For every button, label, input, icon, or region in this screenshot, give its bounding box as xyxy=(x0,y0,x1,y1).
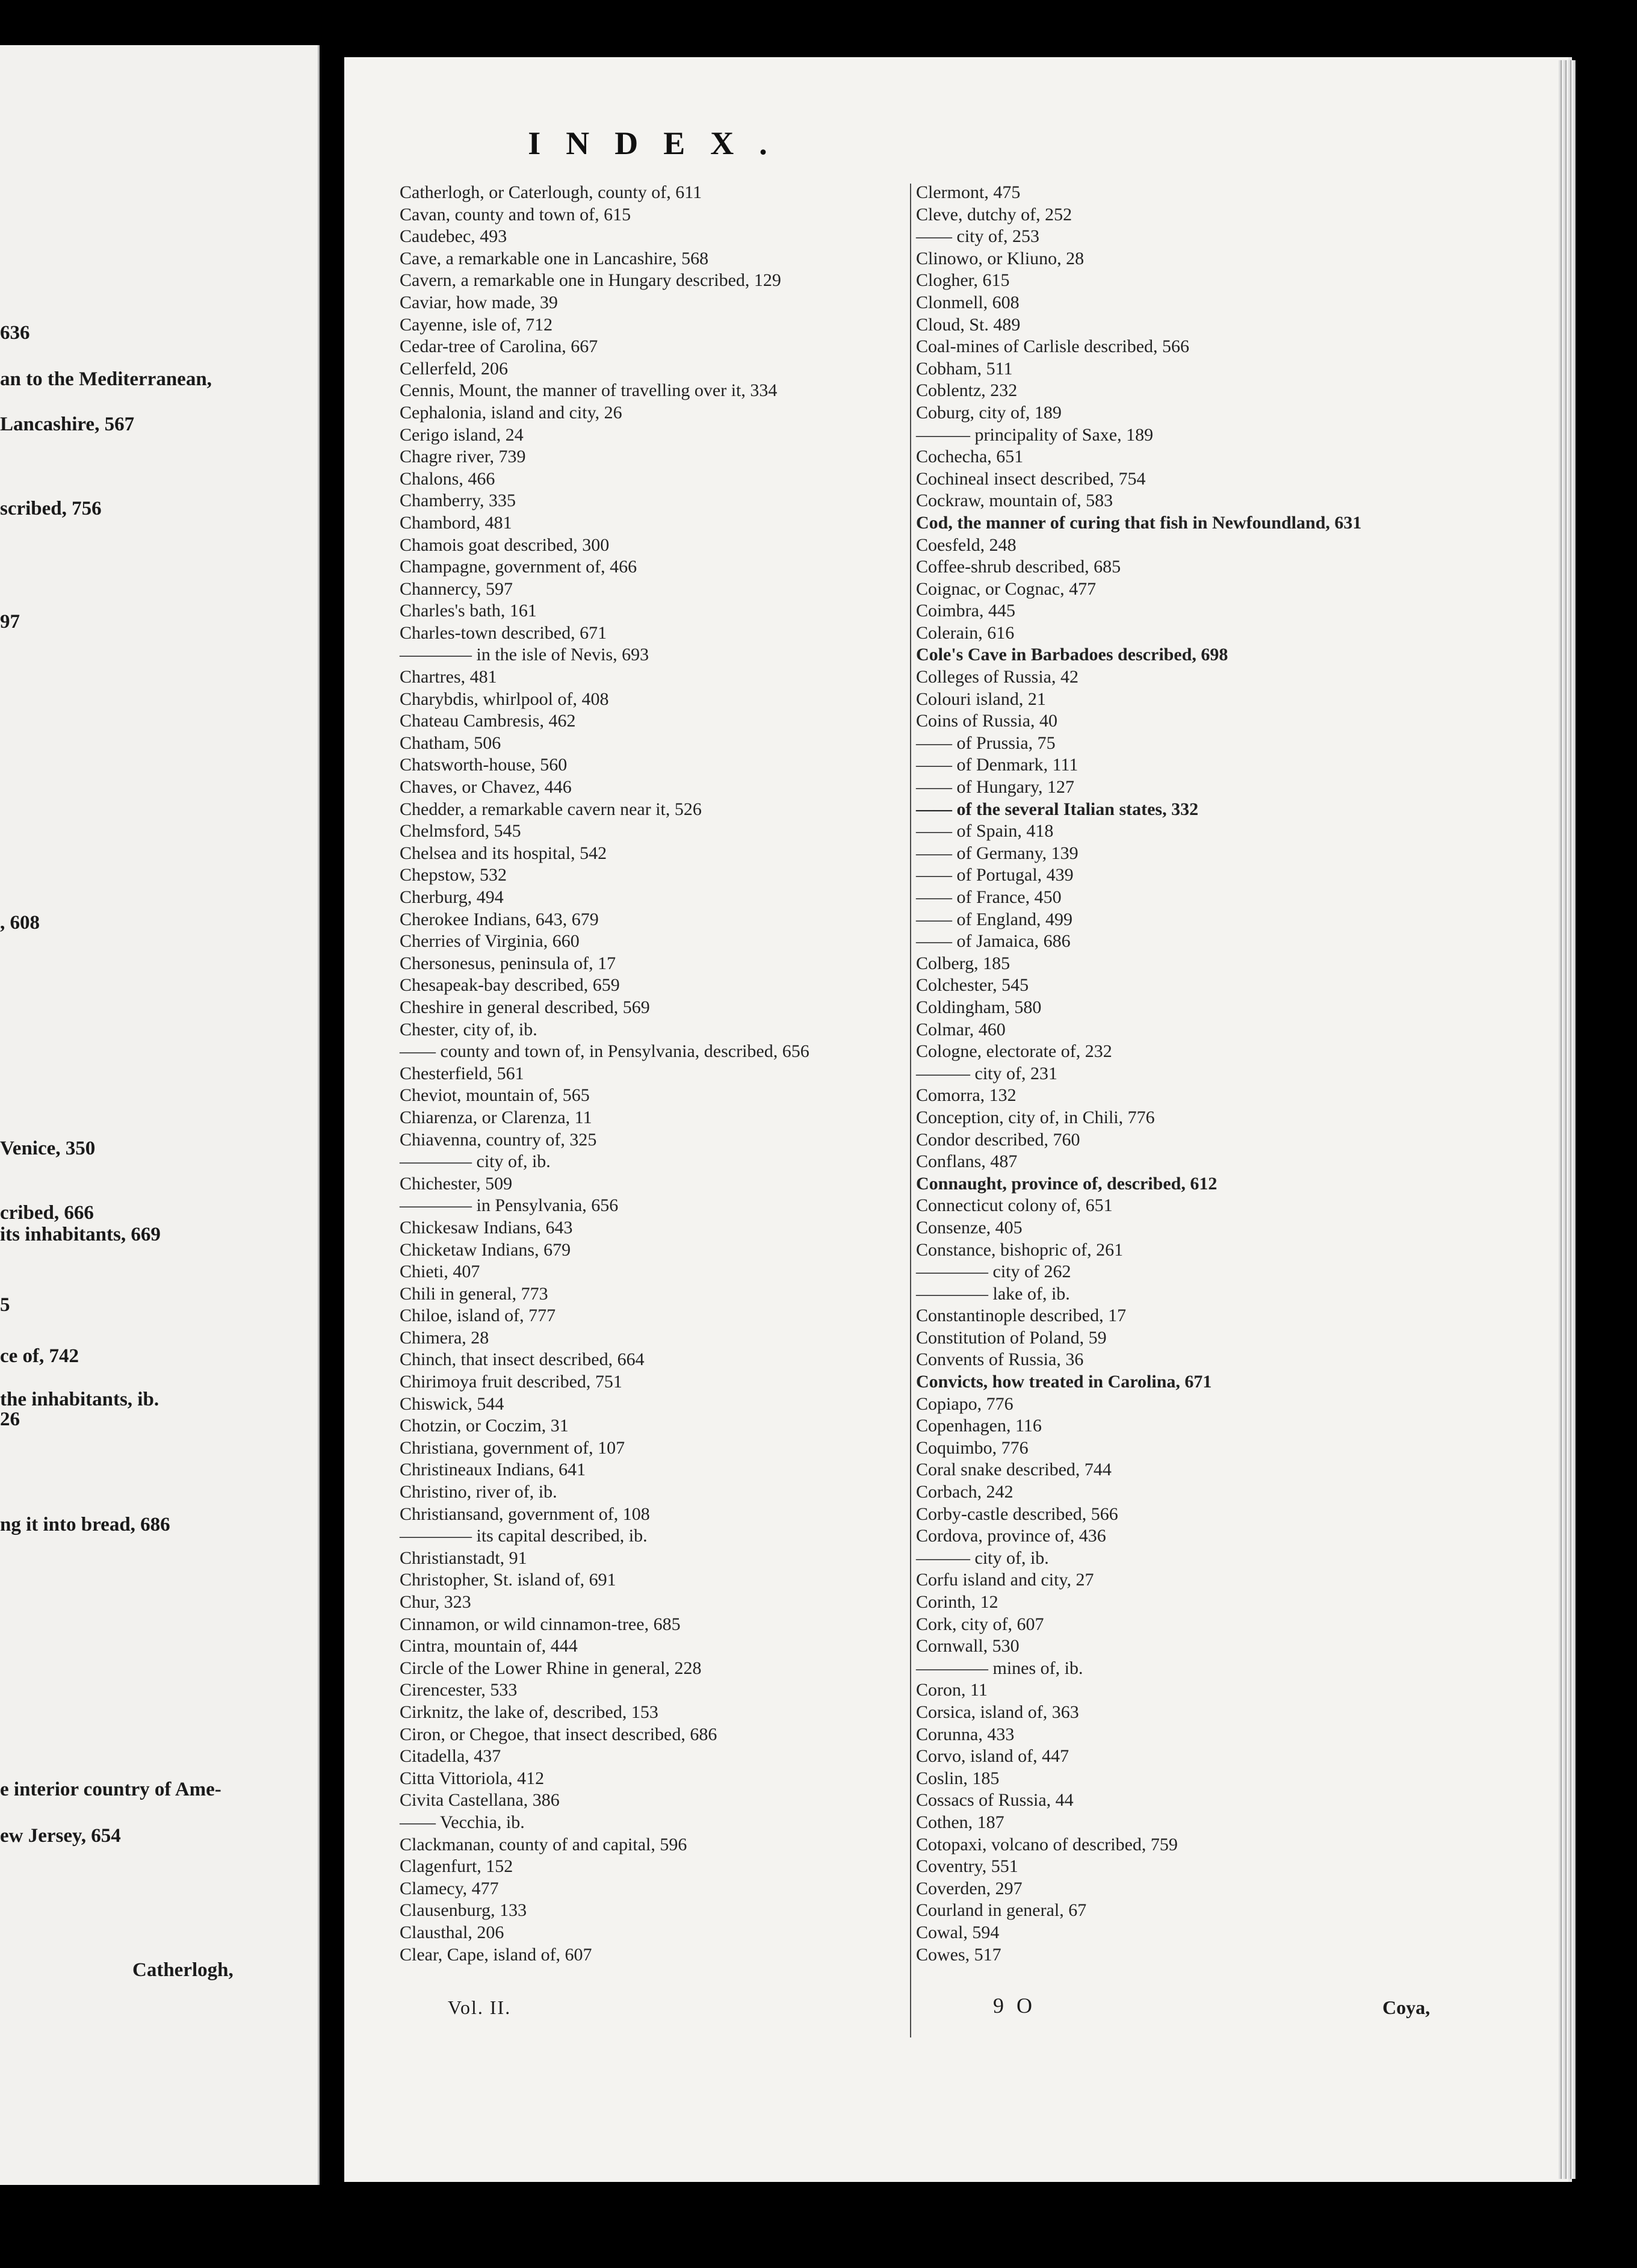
index-entry: Comorra, 132 xyxy=(916,1085,1017,1106)
index-entry: Cinnamon, or wild cinnamon-tree, 685 xyxy=(400,1614,681,1634)
prev-page-line: ew Jersey, 654 xyxy=(0,1825,121,1847)
page-edges xyxy=(1559,60,1576,2179)
index-entry: Cirknitz, the lake of, described, 153 xyxy=(400,1702,658,1722)
index-entry: Constitution of Poland, 59 xyxy=(916,1327,1107,1348)
index-entry: Coal-mines of Carlisle described, 566 xyxy=(916,336,1190,357)
index-entry: Connaught, province of, described, 612 xyxy=(916,1173,1218,1194)
prev-page-line: scribed, 756 xyxy=(0,498,102,519)
index-entry: Christiana, government of, 107 xyxy=(400,1437,625,1458)
index-entry: Cork, city of, 607 xyxy=(916,1614,1044,1634)
index-entry: Cavern, a remarkable one in Hungary described, 129 xyxy=(400,270,781,291)
index-entry: ——— principality of Saxe, 189 xyxy=(916,424,1154,445)
index-entry: Convicts, how treated in Carolina, 671 xyxy=(916,1372,1212,1392)
index-entry: Citta Vittoriola, 412 xyxy=(400,1768,545,1788)
volume-label: Vol. II. xyxy=(448,1997,512,2018)
index-entry: Chamois goat described, 300 xyxy=(400,534,610,555)
index-entry: Cellerfeld, 206 xyxy=(400,358,508,379)
index-entry: Christopher, St. island of, 691 xyxy=(400,1570,616,1590)
index-entry: Cornwall, 530 xyxy=(916,1636,1020,1656)
index-entry: Chotzin, or Coczim, 31 xyxy=(400,1416,569,1436)
prev-page-line: e interior country of Ame- xyxy=(0,1779,221,1800)
index-entry: Conception, city of, in Chili, 776 xyxy=(916,1107,1155,1127)
index-entry: Cephalonia, island and city, 26 xyxy=(400,402,622,423)
index-entry: Corinth, 12 xyxy=(916,1592,998,1612)
index-entry: Chelmsford, 545 xyxy=(400,821,521,841)
index-entry: Coimbra, 445 xyxy=(916,601,1015,621)
index-entry: Cheviot, mountain of, 565 xyxy=(400,1085,590,1106)
index-entry: Consenze, 405 xyxy=(916,1217,1023,1238)
index-entry: Coburg, city of, 189 xyxy=(916,402,1062,423)
index-entry: Catherlogh, or Caterlough, county of, 611 xyxy=(400,182,702,202)
index-entry: Chesterfield, 561 xyxy=(400,1063,524,1083)
index-entry: Cowes, 517 xyxy=(916,1944,1001,1965)
index-entry: Cleve, dutchy of, 252 xyxy=(916,204,1072,225)
index-entry: Clogher, 615 xyxy=(916,270,1010,291)
index-entry: Chamberry, 335 xyxy=(400,491,516,511)
index-entry: Chateau Cambresis, 462 xyxy=(400,711,576,731)
index-entry: Clinowo, or Kliuno, 28 xyxy=(916,248,1085,268)
index-entry: Cedar-tree of Carolina, 667 xyxy=(400,336,598,357)
index-entry: Clackmanan, county of and capital, 596 xyxy=(400,1834,687,1854)
index-entry: Clonmell, 608 xyxy=(916,292,1020,312)
index-entry: Chagre river, 739 xyxy=(400,447,526,467)
index-entry: Cherokee Indians, 643, 679 xyxy=(400,909,599,929)
index-entry: Cave, a remarkable one in Lancashire, 568 xyxy=(400,248,709,268)
index-entry: —— of Jamaica, 686 xyxy=(916,931,1071,952)
index-entry: Cloud, St. 489 xyxy=(916,314,1021,335)
index-entry: —— of Denmark, 111 xyxy=(916,755,1078,775)
index-entry: ———— city of 262 xyxy=(916,1262,1071,1282)
index-entry: Courland in general, 67 xyxy=(916,1900,1087,1921)
prev-page-line: , 608 xyxy=(0,912,40,934)
index-entry: Coslin, 185 xyxy=(916,1768,1000,1788)
index-entry: Chirimoya fruit described, 751 xyxy=(400,1372,622,1392)
index-entry: Chedder, a remarkable cavern near it, 526 xyxy=(400,799,702,819)
signature-mark: 9 O xyxy=(993,1994,1036,2018)
index-entry: Charles-town described, 671 xyxy=(400,622,607,643)
index-entry: —— of Hungary, 127 xyxy=(916,777,1075,798)
index-entry: Chili in general, 773 xyxy=(400,1283,548,1304)
index-entry: —— of the several Italian states, 332 xyxy=(916,799,1199,819)
index-entry: Copenhagen, 116 xyxy=(916,1416,1042,1436)
index-entry: ——— city of, 231 xyxy=(916,1063,1057,1083)
index-entry: Chatsworth-house, 560 xyxy=(400,755,568,775)
index-entry: Chiarenza, or Clarenza, 11 xyxy=(400,1107,592,1127)
index-entry: ———— in the isle of Nevis, 693 xyxy=(400,645,649,665)
index-entry: Chambord, 481 xyxy=(400,512,512,533)
index-entry: Convents of Russia, 36 xyxy=(916,1349,1084,1370)
index-entry: ———— in Pensylvania, 656 xyxy=(400,1195,619,1216)
index-entry: Coldingham, 580 xyxy=(916,997,1042,1017)
index-entry: Chersonesus, peninsula of, 17 xyxy=(400,953,616,973)
index-entry: Cordova, province of, 436 xyxy=(916,1526,1106,1546)
index-entry: Christianstadt, 91 xyxy=(400,1548,527,1568)
index-entry: Chalons, 466 xyxy=(400,468,495,489)
index-entry: Christiansand, government of, 108 xyxy=(400,1504,650,1524)
prev-page-line: cribed, 666 xyxy=(0,1202,94,1224)
index-entry: Chinch, that insect described, 664 xyxy=(400,1349,645,1370)
index-entry: Condor described, 760 xyxy=(916,1129,1080,1150)
index-entry: Chiswick, 544 xyxy=(400,1393,504,1414)
index-entry: Corfu island and city, 27 xyxy=(916,1570,1094,1590)
index-entry: Christineaux Indians, 641 xyxy=(400,1460,586,1480)
index-entry: —— county and town of, in Pensylvania, described, 656 xyxy=(400,1041,809,1062)
index-entry: Coffee-shrub described, 685 xyxy=(916,557,1121,577)
index-entry: Champagne, government of, 466 xyxy=(400,557,637,577)
index-entry: Corunna, 433 xyxy=(916,1724,1015,1744)
index-entry: Colleges of Russia, 42 xyxy=(916,667,1078,687)
index-entry: Cavan, county and town of, 615 xyxy=(400,204,631,225)
index-entry: ———— lake of, ib. xyxy=(916,1283,1070,1304)
prev-page-line: its inhabitants, 669 xyxy=(0,1224,161,1245)
prev-page-line: 636 xyxy=(0,322,30,344)
index-entry: Channercy, 597 xyxy=(400,578,513,599)
index-entry: —— of Germany, 139 xyxy=(916,843,1078,863)
index-entry: Chartres, 481 xyxy=(400,667,497,687)
index-entry: Constantinople described, 17 xyxy=(916,1306,1127,1326)
index-entry: Chiloe, island of, 777 xyxy=(400,1306,556,1326)
index-entry: —— of England, 499 xyxy=(916,909,1072,929)
index-entry: Cod, the manner of curing that fish in Newfoundland, 631 xyxy=(916,512,1362,533)
index-entry: —— city of, 253 xyxy=(916,226,1039,247)
index-entry: Chelsea and its hospital, 542 xyxy=(400,843,607,863)
index-entry: Chiavenna, country of, 325 xyxy=(400,1129,597,1150)
index-entry: Corsica, island of, 363 xyxy=(916,1702,1079,1722)
previous-page xyxy=(0,45,320,2185)
index-entry: Chester, city of, ib. xyxy=(400,1019,537,1040)
index-entry: Cole's Cave in Barbadoes described, 698 xyxy=(916,645,1228,665)
prev-page-line: 97 xyxy=(0,611,20,633)
index-entry: Chickesaw Indians, 643 xyxy=(400,1217,573,1238)
index-entry: Constance, bishopric of, 261 xyxy=(916,1239,1124,1260)
prev-page-line: an to the Mediterranean, xyxy=(0,368,212,390)
index-entry: Cerigo island, 24 xyxy=(400,424,524,445)
index-entry: Clermont, 475 xyxy=(916,182,1021,202)
index-entry: Cheshire in general described, 569 xyxy=(400,997,650,1017)
index-entry: Clear, Cape, island of, 607 xyxy=(400,1944,592,1965)
index-entry: Coesfeld, 248 xyxy=(916,534,1017,555)
index-entry: —— of Prussia, 75 xyxy=(916,733,1056,753)
index-entry: Caviar, how made, 39 xyxy=(400,292,558,312)
prev-page-line: 5 xyxy=(0,1294,10,1316)
index-entry: Coverden, 297 xyxy=(916,1878,1023,1898)
index-entry: Cowal, 594 xyxy=(916,1922,1000,1942)
index-entry: Coventry, 551 xyxy=(916,1856,1018,1877)
index-entry: Cologne, electorate of, 232 xyxy=(916,1041,1112,1062)
index-entry: Conflans, 487 xyxy=(916,1151,1018,1172)
index-entry: Coquimbo, 776 xyxy=(916,1437,1029,1458)
index-entry: Copiapo, 776 xyxy=(916,1393,1013,1414)
index-entry: Clamecy, 477 xyxy=(400,1878,499,1898)
catchword: Coya, xyxy=(1382,1997,1431,2018)
index-entry: Corby-castle described, 566 xyxy=(916,1504,1118,1524)
index-entry: Cothen, 187 xyxy=(916,1812,1004,1832)
index-entry: Coral snake described, 744 xyxy=(916,1460,1112,1480)
index-entry: —— of France, 450 xyxy=(916,887,1062,907)
index-entry: Cockraw, mountain of, 583 xyxy=(916,491,1113,511)
index-entry: Ciron, or Chegoe, that insect described, 686 xyxy=(400,1724,717,1744)
index-entry: ———— city of, ib. xyxy=(400,1151,551,1172)
index-entry: Citadella, 437 xyxy=(400,1746,501,1767)
index-entry: Clausenburg, 133 xyxy=(400,1900,527,1921)
index-entry: Cherburg, 494 xyxy=(400,887,504,907)
index-entry: Civita Castellana, 386 xyxy=(400,1790,560,1811)
index-entry: Clagenfurt, 152 xyxy=(400,1856,513,1877)
index-entry: Clausthal, 206 xyxy=(400,1922,504,1942)
index-entry: Colmar, 460 xyxy=(916,1019,1006,1040)
index-entry: Cossacs of Russia, 44 xyxy=(916,1790,1074,1811)
index-entry: Cochecha, 651 xyxy=(916,447,1024,467)
index-entry: Chaves, or Chavez, 446 xyxy=(400,777,572,798)
index-entry: Cotopaxi, volcano of described, 759 xyxy=(916,1834,1178,1854)
prev-page-line: 26 xyxy=(0,1408,20,1430)
index-entry: Charybdis, whirlpool of, 408 xyxy=(400,689,609,709)
index-entry: —— of Portugal, 439 xyxy=(916,865,1074,885)
index-entry: Corvo, island of, 447 xyxy=(916,1746,1069,1767)
index-entry: Colchester, 545 xyxy=(916,975,1029,996)
index-entry: ———— mines of, ib. xyxy=(916,1658,1083,1678)
index-entry: Cobham, 511 xyxy=(916,358,1013,379)
index-entry: Charles's bath, 161 xyxy=(400,601,537,621)
index-entry: Circle of the Lower Rhine in general, 228 xyxy=(400,1658,702,1678)
index-entry: Cennis, Mount, the manner of travelling over it, 334 xyxy=(400,380,778,401)
index-entry: Cayenne, isle of, 712 xyxy=(400,314,553,335)
index-entry: Cirencester, 533 xyxy=(400,1680,518,1700)
index-entry: Colouri island, 21 xyxy=(916,689,1046,709)
index-entry: Christino, river of, ib. xyxy=(400,1482,557,1502)
index-entry: —— of Spain, 418 xyxy=(916,821,1054,841)
index-entry: —— Vecchia, ib. xyxy=(400,1812,525,1832)
index-entry: Colerain, 616 xyxy=(916,622,1015,643)
prev-page-line: ng it into bread, 686 xyxy=(0,1514,170,1535)
right-index-column xyxy=(916,182,1518,1966)
index-entry: Corbach, 242 xyxy=(916,1482,1013,1502)
prev-page-line: Venice, 350 xyxy=(0,1138,96,1159)
index-entry: Cherries of Virginia, 660 xyxy=(400,931,580,952)
index-entry: Chichester, 509 xyxy=(400,1173,513,1194)
index-entry: Coignac, or Cognac, 477 xyxy=(916,578,1097,599)
prev-page-line: Lancashire, 567 xyxy=(0,414,135,435)
index-entry: Colberg, 185 xyxy=(916,953,1010,973)
prev-page-catchword: Catherlogh, xyxy=(132,1959,234,1981)
index-entry: ——— city of, ib. xyxy=(916,1548,1049,1568)
index-entry: Cochineal insect described, 754 xyxy=(916,468,1146,489)
prev-page-line: ce of, 742 xyxy=(0,1345,79,1367)
index-entry: Chieti, 407 xyxy=(400,1262,480,1282)
index-entry: Chur, 323 xyxy=(400,1592,471,1612)
index-entry: Coblentz, 232 xyxy=(916,380,1018,401)
index-entry: Chatham, 506 xyxy=(400,733,501,753)
index-entry: Chepstow, 532 xyxy=(400,865,507,885)
index-page xyxy=(344,57,1572,2182)
index-entry: Chimera, 28 xyxy=(400,1327,489,1348)
index-entry: Caudebec, 493 xyxy=(400,226,507,247)
index-entry: Connecticut colony of, 651 xyxy=(916,1195,1113,1216)
index-entry: Coron, 11 xyxy=(916,1680,988,1700)
prev-page-line: the inhabitants, ib. xyxy=(0,1389,159,1410)
index-entry: Chicketaw Indians, 679 xyxy=(400,1239,571,1260)
page-heading: INDEX. xyxy=(528,125,793,161)
index-entry: Cintra, mountain of, 444 xyxy=(400,1636,578,1656)
left-index-column xyxy=(400,182,917,1966)
index-entry: ———— its capital described, ib. xyxy=(400,1526,648,1546)
index-entry: Coins of Russia, 40 xyxy=(916,711,1058,731)
index-entry: Chesapeak-bay described, 659 xyxy=(400,975,620,996)
